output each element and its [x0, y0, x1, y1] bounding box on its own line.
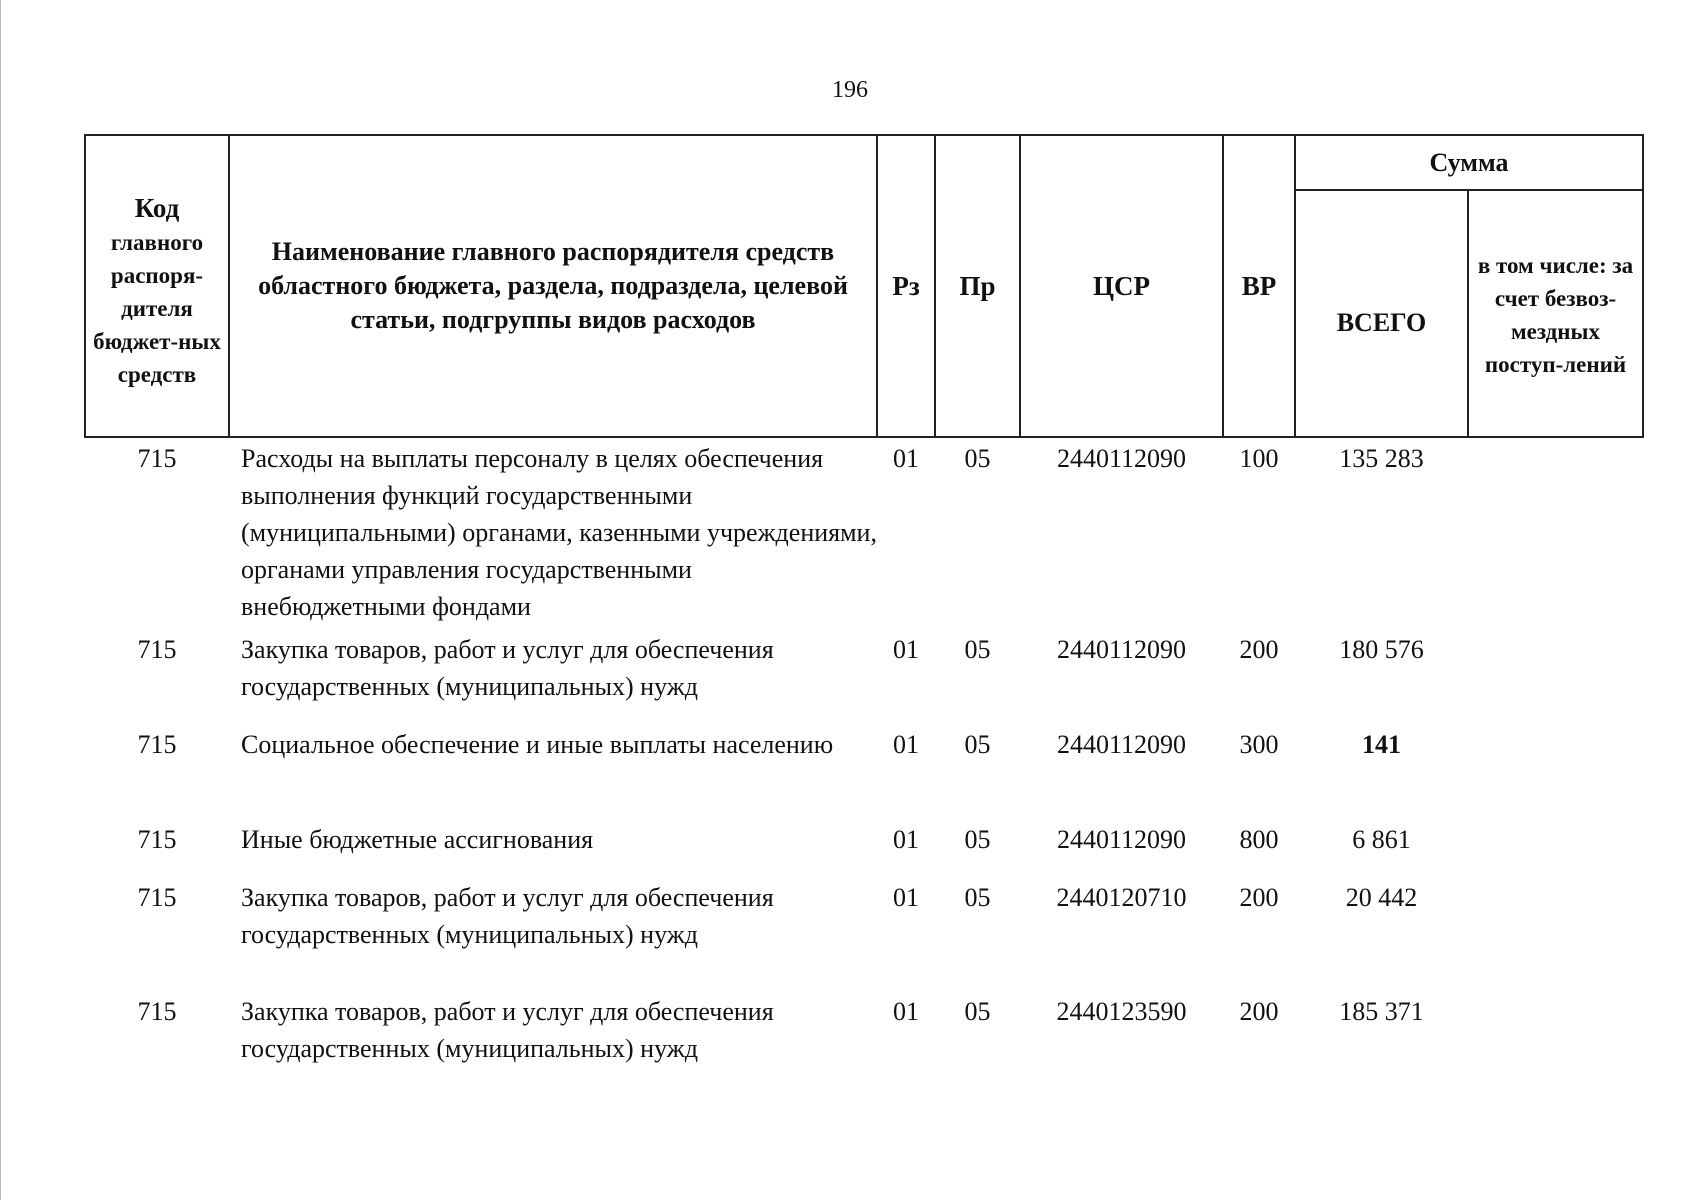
header-code-title: Код [134, 192, 180, 223]
cell-code: 715 [137, 825, 177, 854]
cell-name: Закупка товаров, работ и услуг для обеспечения государственных (муниципальных) нужд [241, 883, 774, 949]
cell-csr: 2440112090 [1056, 444, 1187, 473]
table-row [85, 993, 1643, 1073]
cell-vr: 200 [1239, 997, 1279, 1026]
cell-rz: 01 [893, 635, 919, 664]
cell-code: 715 [137, 730, 177, 759]
cell-csr: 2440123590 [1056, 997, 1187, 1026]
header-pr: Пр [935, 135, 1020, 437]
cell-rz: 01 [893, 730, 919, 759]
table-row [85, 879, 1643, 993]
table-row [85, 437, 1643, 631]
cell-pr: 05 [964, 730, 991, 759]
cell-pr: 05 [964, 635, 991, 664]
cell-vr: 100 [1239, 444, 1279, 473]
cell-rz: 01 [893, 825, 919, 854]
table-row [85, 726, 1643, 821]
cell-total: 20 442 [1345, 883, 1418, 912]
cell-name: Расходы на выплаты персоналу в целях обеспечения выполнения функций государственными (муниципальными) органами, казенными учреждениями, органами управления государственными внебюджетными фондами [241, 444, 877, 621]
cell-gratis [1468, 631, 1643, 726]
cell-total: 185 371 [1339, 997, 1424, 1026]
cell-code: 715 [137, 444, 177, 473]
cell-csr: 2440112090 [1056, 730, 1187, 759]
table-row [85, 631, 1643, 726]
cell-vr: 200 [1239, 883, 1279, 912]
cell-name: Социальное обеспечение и иные выплаты населению [241, 730, 834, 759]
cell-vr: 200 [1239, 635, 1279, 664]
cell-rz: 01 [893, 444, 919, 473]
cell-pr: 05 [964, 997, 991, 1026]
header-code [85, 135, 229, 437]
cell-gratis [1468, 993, 1643, 1073]
header-code-subtitle: главного распоря-дителя бюджет-ных средств [93, 229, 221, 387]
cell-code: 715 [137, 883, 177, 912]
header-vr: ВР [1223, 135, 1295, 437]
cell-name: Закупка товаров, работ и услуг для обеспечения государственных (муниципальных) нужд [241, 635, 774, 701]
cell-csr: 2440112090 [1056, 825, 1187, 854]
header-gratis: в том числе: за счет безвоз-мездных поступ-лений [1468, 190, 1643, 437]
cell-pr: 05 [964, 444, 991, 473]
cell-total: 6 861 [1352, 825, 1411, 854]
cell-pr: 05 [964, 825, 991, 854]
cell-code: 715 [137, 635, 177, 664]
scan-edge-line [0, 0, 1, 1200]
cell-total: 180 576 [1339, 635, 1424, 664]
cell-total: 141 [1362, 730, 1401, 759]
table-row [85, 821, 1643, 879]
cell-gratis [1468, 726, 1643, 821]
header-total: ВСЕГО [1295, 190, 1468, 437]
header-csr: ЦСР [1020, 135, 1223, 437]
cell-gratis [1468, 879, 1643, 993]
cell-code: 715 [137, 997, 177, 1026]
cell-pr: 05 [964, 883, 991, 912]
cell-gratis [1468, 821, 1643, 879]
page-number: 196 [832, 77, 868, 103]
header-name: Наименование главного распорядителя средств областного бюджета, раздела, подраздела, целевой статьи, подгруппы видов расходов [229, 135, 877, 437]
header-sum: Сумма [1295, 135, 1643, 190]
cell-vr: 800 [1239, 825, 1279, 854]
cell-total: 135 283 [1339, 444, 1424, 473]
cell-name: Иные бюджетные ассигнования [241, 825, 594, 854]
cell-gratis [1468, 437, 1643, 631]
budget-table [84, 134, 1644, 1073]
cell-name: Закупка товаров, работ и услуг для обеспечения государственных (муниципальных) нужд [241, 997, 774, 1063]
cell-csr: 2440120710 [1056, 883, 1187, 912]
cell-rz: 01 [893, 997, 919, 1026]
header-rz: Рз [877, 135, 935, 437]
cell-vr: 300 [1239, 730, 1279, 759]
cell-csr: 2440112090 [1056, 635, 1187, 664]
cell-rz: 01 [893, 883, 919, 912]
